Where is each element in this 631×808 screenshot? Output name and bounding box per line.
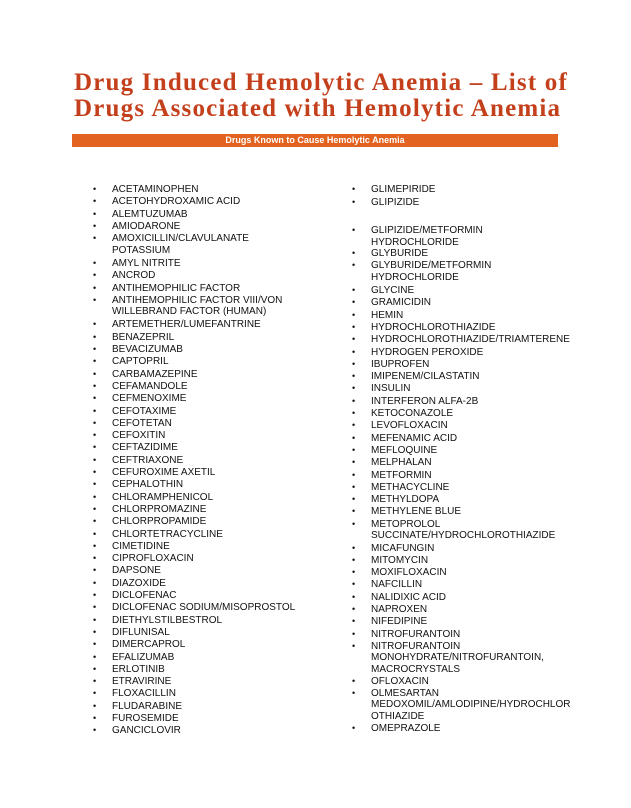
drug-name-line: MEFENAMIC ACID — [371, 432, 458, 444]
drug-list-item — [93, 356, 169, 368]
drug-list-item — [352, 371, 480, 383]
drug-name-line: WILLEBRAND FACTOR (HUMAN) — [112, 306, 267, 318]
bullet-icon: • — [93, 565, 97, 576]
drug-list-item — [352, 260, 492, 283]
drug-list-item — [352, 687, 571, 723]
drug-name-line: EFALIZUMAB — [112, 651, 175, 663]
bullet-icon: • — [352, 420, 356, 431]
bullet-icon: • — [93, 356, 97, 367]
drug-name-line: INSULIN — [371, 383, 411, 395]
drug-name-line: CEFMENOXIME — [112, 393, 187, 405]
drug-name-line: MITOMYCIN — [371, 554, 429, 566]
drug-list-item — [93, 319, 261, 331]
drug-list-item — [352, 197, 420, 209]
drug-list-item — [352, 579, 423, 591]
drug-list-item — [352, 722, 441, 735]
drug-list-item — [352, 334, 570, 346]
drug-name-line: KETOCONAZOLE — [371, 408, 454, 419]
drug-name-line: CAPTOPRIL — [112, 356, 169, 368]
drug-list-item — [93, 590, 177, 602]
bullet-icon: • — [93, 331, 97, 342]
drug-list-item — [93, 663, 165, 676]
drug-name-line: HEMIN — [371, 309, 404, 321]
drug-list-item — [352, 383, 411, 395]
bullet-icon: • — [93, 528, 97, 539]
bullet-icon: • — [352, 579, 356, 590]
drug-list-item — [352, 395, 479, 408]
bullet-icon: • — [352, 640, 356, 651]
drug-list-item — [93, 503, 207, 516]
bullet-icon: • — [93, 270, 97, 281]
drug-name-line: AMOXICILLIN/CLAVULANATE — [112, 233, 249, 245]
bullet-icon: • — [93, 577, 97, 588]
drug-name-line: CEFOXITIN — [112, 430, 166, 442]
drug-name-line: NAPROXEN — [371, 604, 428, 615]
drug-list-item — [93, 626, 170, 639]
bullet-icon: • — [93, 220, 97, 231]
bullet-icon: • — [352, 494, 356, 505]
drug-list-item — [93, 257, 181, 270]
bullet-icon: • — [352, 628, 356, 639]
bullet-icon: • — [93, 725, 97, 736]
drug-list-item — [352, 469, 432, 482]
drug-name-line: AMYL NITRITE — [112, 257, 181, 269]
drug-list-item — [93, 380, 188, 393]
bullet-icon: • — [93, 282, 97, 293]
drug-list-item — [93, 405, 177, 418]
drug-name-line: CHLORPROMAZINE — [112, 503, 207, 515]
bullet-icon: • — [352, 395, 356, 406]
drug-name-line: NALIDIXIC ACID — [371, 591, 447, 603]
drug-name-line: ACETOHYDROXAMIC ACID — [112, 196, 241, 208]
drug-list-item — [93, 220, 181, 233]
bullet-icon: • — [93, 700, 97, 711]
drug-list-item — [352, 321, 496, 334]
bullet-icon: • — [93, 430, 97, 441]
bullet-icon: • — [352, 346, 356, 357]
drug-name-line: AMIODARONE — [112, 220, 181, 232]
drug-name-line: MEFLOQUINE — [371, 444, 438, 456]
bullet-icon: • — [352, 334, 356, 345]
drug-name-line: GLYCINE — [371, 285, 415, 296]
bullet-icon: • — [352, 408, 356, 418]
drug-name-line: NITROFURANTOIN — [371, 628, 461, 640]
drug-list-item — [93, 344, 183, 356]
bullet-icon: • — [93, 257, 97, 268]
drug-name-line: CIMETIDINE — [112, 540, 170, 552]
drug-name-line: MICAFUNGIN — [371, 542, 435, 554]
drug-list-item — [93, 368, 198, 381]
bullet-icon: • — [352, 444, 356, 455]
drug-list-item — [93, 270, 156, 282]
drug-name-line: OMEPRAZOLE — [371, 722, 441, 734]
drug-name-line: ANCROD — [112, 270, 156, 282]
drug-name-line: DIETHYLSTILBESTROL — [112, 614, 223, 626]
bullet-icon: • — [93, 479, 97, 490]
bullet-icon: • — [352, 309, 356, 320]
drug-list-item — [93, 467, 216, 479]
drug-name-line: NITROFURANTOIN — [371, 640, 461, 652]
drug-list-item — [93, 233, 249, 256]
bullet-icon: • — [352, 687, 356, 698]
drug-name-line: DICLOFENAC — [112, 590, 177, 601]
drug-name-line: CEFTAZIDIME — [112, 442, 178, 454]
drug-list-item — [93, 331, 175, 344]
bullet-icon: • — [352, 358, 356, 369]
bullet-icon: • — [93, 676, 97, 687]
drug-list-item — [93, 184, 199, 196]
bullet-icon: • — [93, 590, 97, 600]
drug-name-line: MONOHYDRATE/NITROFURANTOIN, — [371, 652, 544, 664]
bullet-icon: • — [93, 626, 97, 637]
drug-name-line: DIMERCAPROL — [112, 639, 186, 651]
drug-list-item — [352, 554, 429, 567]
drug-list-item — [352, 247, 429, 260]
bullet-icon: • — [352, 722, 356, 733]
drug-name-line: ARTEMETHER/LUMEFANTRINE — [112, 319, 261, 331]
drug-name-line: SUCCINATE/HYDROCHLOROTHIAZIDE — [371, 530, 556, 542]
drug-name-line: FUROSEMIDE — [112, 713, 179, 724]
drug-name-line: BENAZEPRIL — [112, 331, 175, 343]
drug-list-item — [352, 420, 448, 432]
drug-name-line: IBUPROFEN — [371, 358, 430, 370]
drug-list-item — [352, 346, 484, 359]
drug-list-item — [352, 285, 415, 297]
bullet-icon: • — [352, 321, 356, 332]
drug-name-line: CEFOTETAN — [112, 417, 172, 429]
drug-list-item — [93, 688, 176, 700]
drug-list-item — [93, 553, 194, 565]
drug-name-line: CEPHALOTHIN — [112, 479, 184, 491]
drug-name-line: FLUDARABINE — [112, 700, 183, 712]
drug-name-line: GLIMEPIRIDE — [371, 184, 436, 195]
drug-list-item — [93, 479, 184, 491]
drug-name-line: CHLORTETRACYCLINE — [112, 528, 223, 540]
bullet-icon: • — [352, 383, 356, 394]
drug-name-line: CEFUROXIME AXETIL — [112, 467, 216, 478]
drug-name-line: MEDOXOMIL/AMLODIPINE/HYDROCHLOR — [371, 699, 571, 711]
bullet-icon: • — [93, 405, 97, 416]
drug-name-line: HYDROCHLOROTHIAZIDE/TRIAMTERENE — [371, 334, 570, 346]
bullet-icon: • — [352, 469, 356, 480]
drug-list-item — [93, 700, 183, 713]
drug-name-line: HYDROCHLORIDE — [371, 236, 459, 248]
drug-name-line: METHYLDOPA — [371, 494, 440, 506]
drug-name-line: ALEMTUZUMAB — [112, 208, 188, 220]
bullet-icon: • — [352, 542, 356, 553]
drug-list-item — [352, 457, 432, 469]
drug-name-line: OLMESARTAN — [371, 687, 439, 699]
bullet-icon: • — [352, 481, 356, 492]
bullet-icon: • — [352, 247, 356, 258]
bullet-icon: • — [93, 503, 97, 514]
bullet-icon: • — [93, 368, 97, 379]
bullet-icon: • — [93, 184, 97, 194]
bullet-icon: • — [93, 208, 97, 219]
drug-list-item — [93, 577, 166, 590]
drug-name-line: GRAMICIDIN — [371, 297, 431, 309]
drug-list-item — [352, 567, 447, 579]
drug-list-item — [352, 408, 454, 420]
drug-list-item — [93, 565, 161, 577]
drug-list-item — [93, 528, 223, 541]
bullet-icon: • — [352, 554, 356, 565]
bullet-icon: • — [93, 602, 97, 613]
drug-list-item — [352, 184, 436, 196]
drug-name-line: MELPHALAN — [371, 457, 432, 469]
drug-list-item — [352, 494, 440, 506]
bullet-icon: • — [352, 675, 356, 686]
bullet-icon: • — [93, 319, 97, 330]
drug-name-line: MOXIFLOXACIN — [371, 567, 447, 579]
bullet-icon: • — [93, 663, 97, 674]
drug-name-line: MACROCRYSTALS — [371, 664, 461, 676]
bullet-icon: • — [93, 516, 97, 527]
drug-name-line: CHLORAMPHENICOL — [112, 491, 214, 503]
drug-list-item — [352, 591, 447, 604]
drug-list-item — [93, 442, 178, 454]
bullet-icon: • — [93, 467, 97, 477]
drug-name-line: ANTIHEMOPHILIC FACTOR VIII/VON — [112, 294, 283, 306]
bullet-icon: • — [93, 491, 97, 502]
drug-list-item — [93, 454, 184, 467]
drug-list-item — [352, 542, 435, 555]
bullet-icon: • — [352, 260, 356, 270]
drug-name-line: POTASSIUM — [112, 244, 171, 256]
drug-name-line: CARBAMAZEPINE — [112, 368, 198, 380]
drug-name-line: OTHIAZIDE — [371, 710, 425, 722]
drug-name-line: HYDROCHLORIDE — [371, 271, 459, 283]
drug-name-line: GLYBURIDE — [371, 247, 429, 259]
bullet-icon: • — [352, 225, 356, 235]
bullet-icon: • — [352, 591, 356, 602]
drug-name-line: DICLOFENAC SODIUM/MISOPROSTOL — [112, 602, 296, 614]
drug-name-line: METHYLENE BLUE — [371, 506, 462, 518]
bullet-icon: • — [352, 184, 356, 194]
drug-name-line: CEFOTAXIME — [112, 405, 177, 417]
drug-list-item — [352, 604, 428, 616]
bullet-icon: • — [352, 297, 356, 308]
bullet-icon: • — [352, 518, 356, 529]
drug-list-item — [352, 675, 429, 688]
drug-name-line: OFLOXACIN — [371, 675, 429, 687]
drug-list-item — [352, 432, 458, 445]
bullet-icon: • — [93, 196, 97, 207]
bullet-icon: • — [352, 604, 356, 614]
drug-name-line: IMIPENEM/CILASTATIN — [371, 371, 480, 383]
drug-name-line: HYDROGEN PEROXIDE — [371, 346, 484, 358]
drug-name-line: METOPROLOL — [371, 518, 441, 530]
bullet-icon: • — [352, 432, 356, 443]
drug-list-item — [352, 506, 462, 518]
drug-list-item — [93, 602, 296, 614]
drug-list-item — [352, 616, 428, 628]
drug-name-line: CEFTRIAXONE — [112, 454, 184, 466]
drug-name-line: CEFAMANDOLE — [112, 380, 188, 392]
drug-name-line: CIPROFLOXACIN — [112, 553, 194, 565]
drug-name-line: GANCICLOVIR — [112, 725, 181, 737]
bullet-icon: • — [93, 454, 97, 465]
drug-name-line: NIFEDIPINE — [371, 616, 428, 628]
drug-list-item — [352, 309, 404, 322]
drug-list-item — [93, 725, 181, 737]
bullet-icon: • — [93, 417, 97, 428]
drug-list-item — [93, 294, 283, 318]
drug-name-line: GLYBURIDE/METFORMIN — [371, 260, 492, 271]
drug-list-item — [93, 208, 188, 221]
drug-name-line: CHLORPROPAMIDE — [112, 516, 207, 528]
drug-list-item — [93, 430, 166, 442]
drug-name-line: NAFCILLIN — [371, 579, 423, 591]
drug-list-item — [93, 540, 170, 553]
drug-name-line: GLIPIZIDE — [371, 197, 420, 208]
drug-name-line: ETRAVIRINE — [112, 676, 172, 688]
bullet-icon: • — [352, 457, 356, 468]
drug-list-item — [93, 516, 207, 528]
drug-list-item — [352, 358, 430, 371]
bullet-icon: • — [352, 506, 356, 517]
drug-list-item — [352, 481, 450, 494]
bullet-icon: • — [93, 713, 97, 723]
drug-name-line: HYDROCHLOROTHIAZIDE — [371, 321, 496, 333]
drug-name-line: DIFLUNISAL — [112, 626, 170, 638]
drug-list-item — [93, 196, 241, 208]
drug-list-item — [93, 639, 186, 651]
drug-list-item — [352, 628, 461, 641]
drug-list-item — [93, 282, 241, 295]
drug-name-line: FLOXACILLIN — [112, 688, 176, 700]
drug-name-line: ACETAMINOPHEN — [112, 184, 199, 195]
drug-list-item — [93, 713, 179, 725]
bullet-icon: • — [93, 540, 97, 551]
drug-list-item — [352, 444, 438, 457]
drug-name-line: DIAZOXIDE — [112, 577, 166, 589]
bullet-icon: • — [93, 294, 97, 305]
drug-list-item — [352, 640, 544, 676]
drug-list-item — [93, 651, 175, 664]
drug-list-item — [93, 614, 223, 627]
drug-name-line: INTERFERON ALFA-2B — [371, 395, 479, 407]
drug-name-line: DAPSONE — [112, 565, 161, 577]
drug-name-line: BEVACIZUMAB — [112, 344, 183, 355]
drug-list-item — [352, 297, 431, 309]
drug-list-item — [352, 518, 556, 542]
section-banner: Drugs Known to Cause Hemolytic Anemia — [72, 134, 558, 147]
bullet-icon: • — [352, 371, 356, 382]
bullet-icon: • — [93, 651, 97, 662]
bullet-icon: • — [352, 285, 356, 295]
drug-name-line: LEVOFLOXACIN — [371, 420, 448, 432]
bullet-icon: • — [93, 553, 97, 564]
bullet-icon: • — [352, 197, 356, 207]
bullet-icon: • — [93, 639, 97, 650]
drug-name-line: ANTIHEMOPHILIC FACTOR — [112, 282, 241, 294]
drug-list-item — [93, 393, 187, 405]
bullet-icon: • — [93, 614, 97, 625]
bullet-icon: • — [352, 616, 356, 627]
bullet-icon: • — [352, 567, 356, 578]
page-title: Drug Induced Hemolytic Anemia – List of Drugs Associated with Hemolytic Anemia — [74, 69, 569, 122]
drug-list-item — [352, 225, 483, 248]
drug-list-item — [93, 417, 172, 430]
drug-name-line: METFORMIN — [371, 469, 432, 481]
drug-list-item — [93, 676, 172, 688]
drug-list-item — [93, 491, 214, 504]
drug-name-line: METHACYCLINE — [371, 481, 450, 493]
drug-name-line: GLIPIZIDE/METFORMIN — [371, 225, 483, 236]
bullet-icon: • — [93, 380, 97, 391]
bullet-icon: • — [93, 233, 97, 244]
drug-name-line: ERLOTINIB — [112, 663, 165, 675]
bullet-icon: • — [93, 688, 97, 699]
bullet-icon: • — [93, 442, 97, 453]
bullet-icon: • — [93, 393, 97, 404]
bullet-icon: • — [93, 344, 97, 354]
